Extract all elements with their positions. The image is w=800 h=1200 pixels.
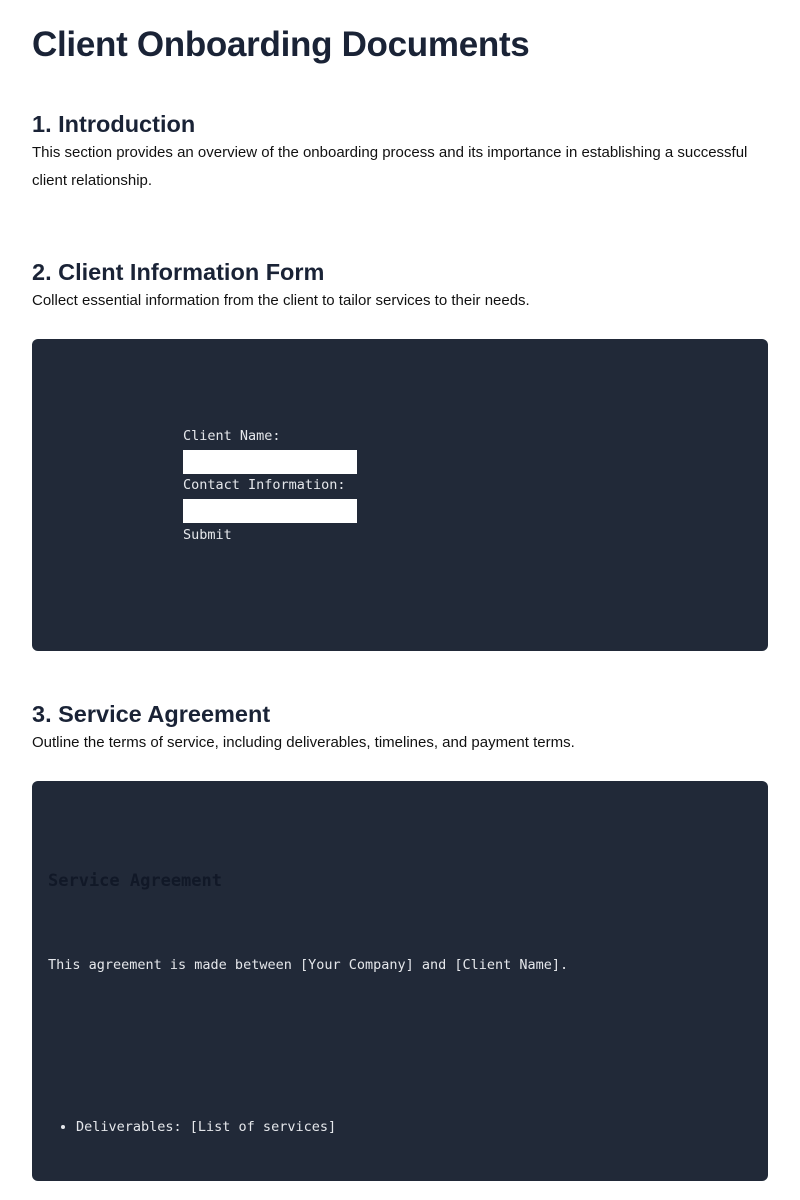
page-title: Client Onboarding Documents: [32, 25, 530, 64]
introduction-text: This section provides an overview of the onboarding process and its importance in establishing a successful client relationship.: [32, 144, 748, 189]
service-agreement-text: Outline the terms of service, including deliverables, timelines, and payment terms.: [32, 734, 575, 751]
contact-info-input[interactable]: [183, 499, 357, 523]
client-form-preview: [32, 339, 768, 651]
contact-info-label: Contact Information:: [183, 477, 346, 493]
client-info-form: [183, 425, 357, 545]
agreement-title: Service Agreement: [48, 871, 222, 891]
submit-button[interactable]: Submit: [183, 527, 232, 543]
service-agreement-preview: [32, 781, 768, 1181]
agreement-statement: This agreement is made between [Your Company] and [Client Name].: [48, 957, 569, 973]
section-heading-client-form: 2. Client Information Form: [32, 259, 325, 285]
list-item: • Deliverables: [List of services]: [76, 1117, 336, 1137]
client-name-label: Client Name:: [183, 428, 281, 444]
section-heading-introduction: 1. Introduction: [32, 111, 196, 137]
section-heading-service-agreement: 3. Service Agreement: [32, 701, 271, 727]
agreement-terms-list: [48, 1117, 336, 1137]
client-form-text: Collect essential information from the client to tailor services to their needs.: [32, 292, 530, 309]
client-name-input[interactable]: [183, 450, 357, 474]
